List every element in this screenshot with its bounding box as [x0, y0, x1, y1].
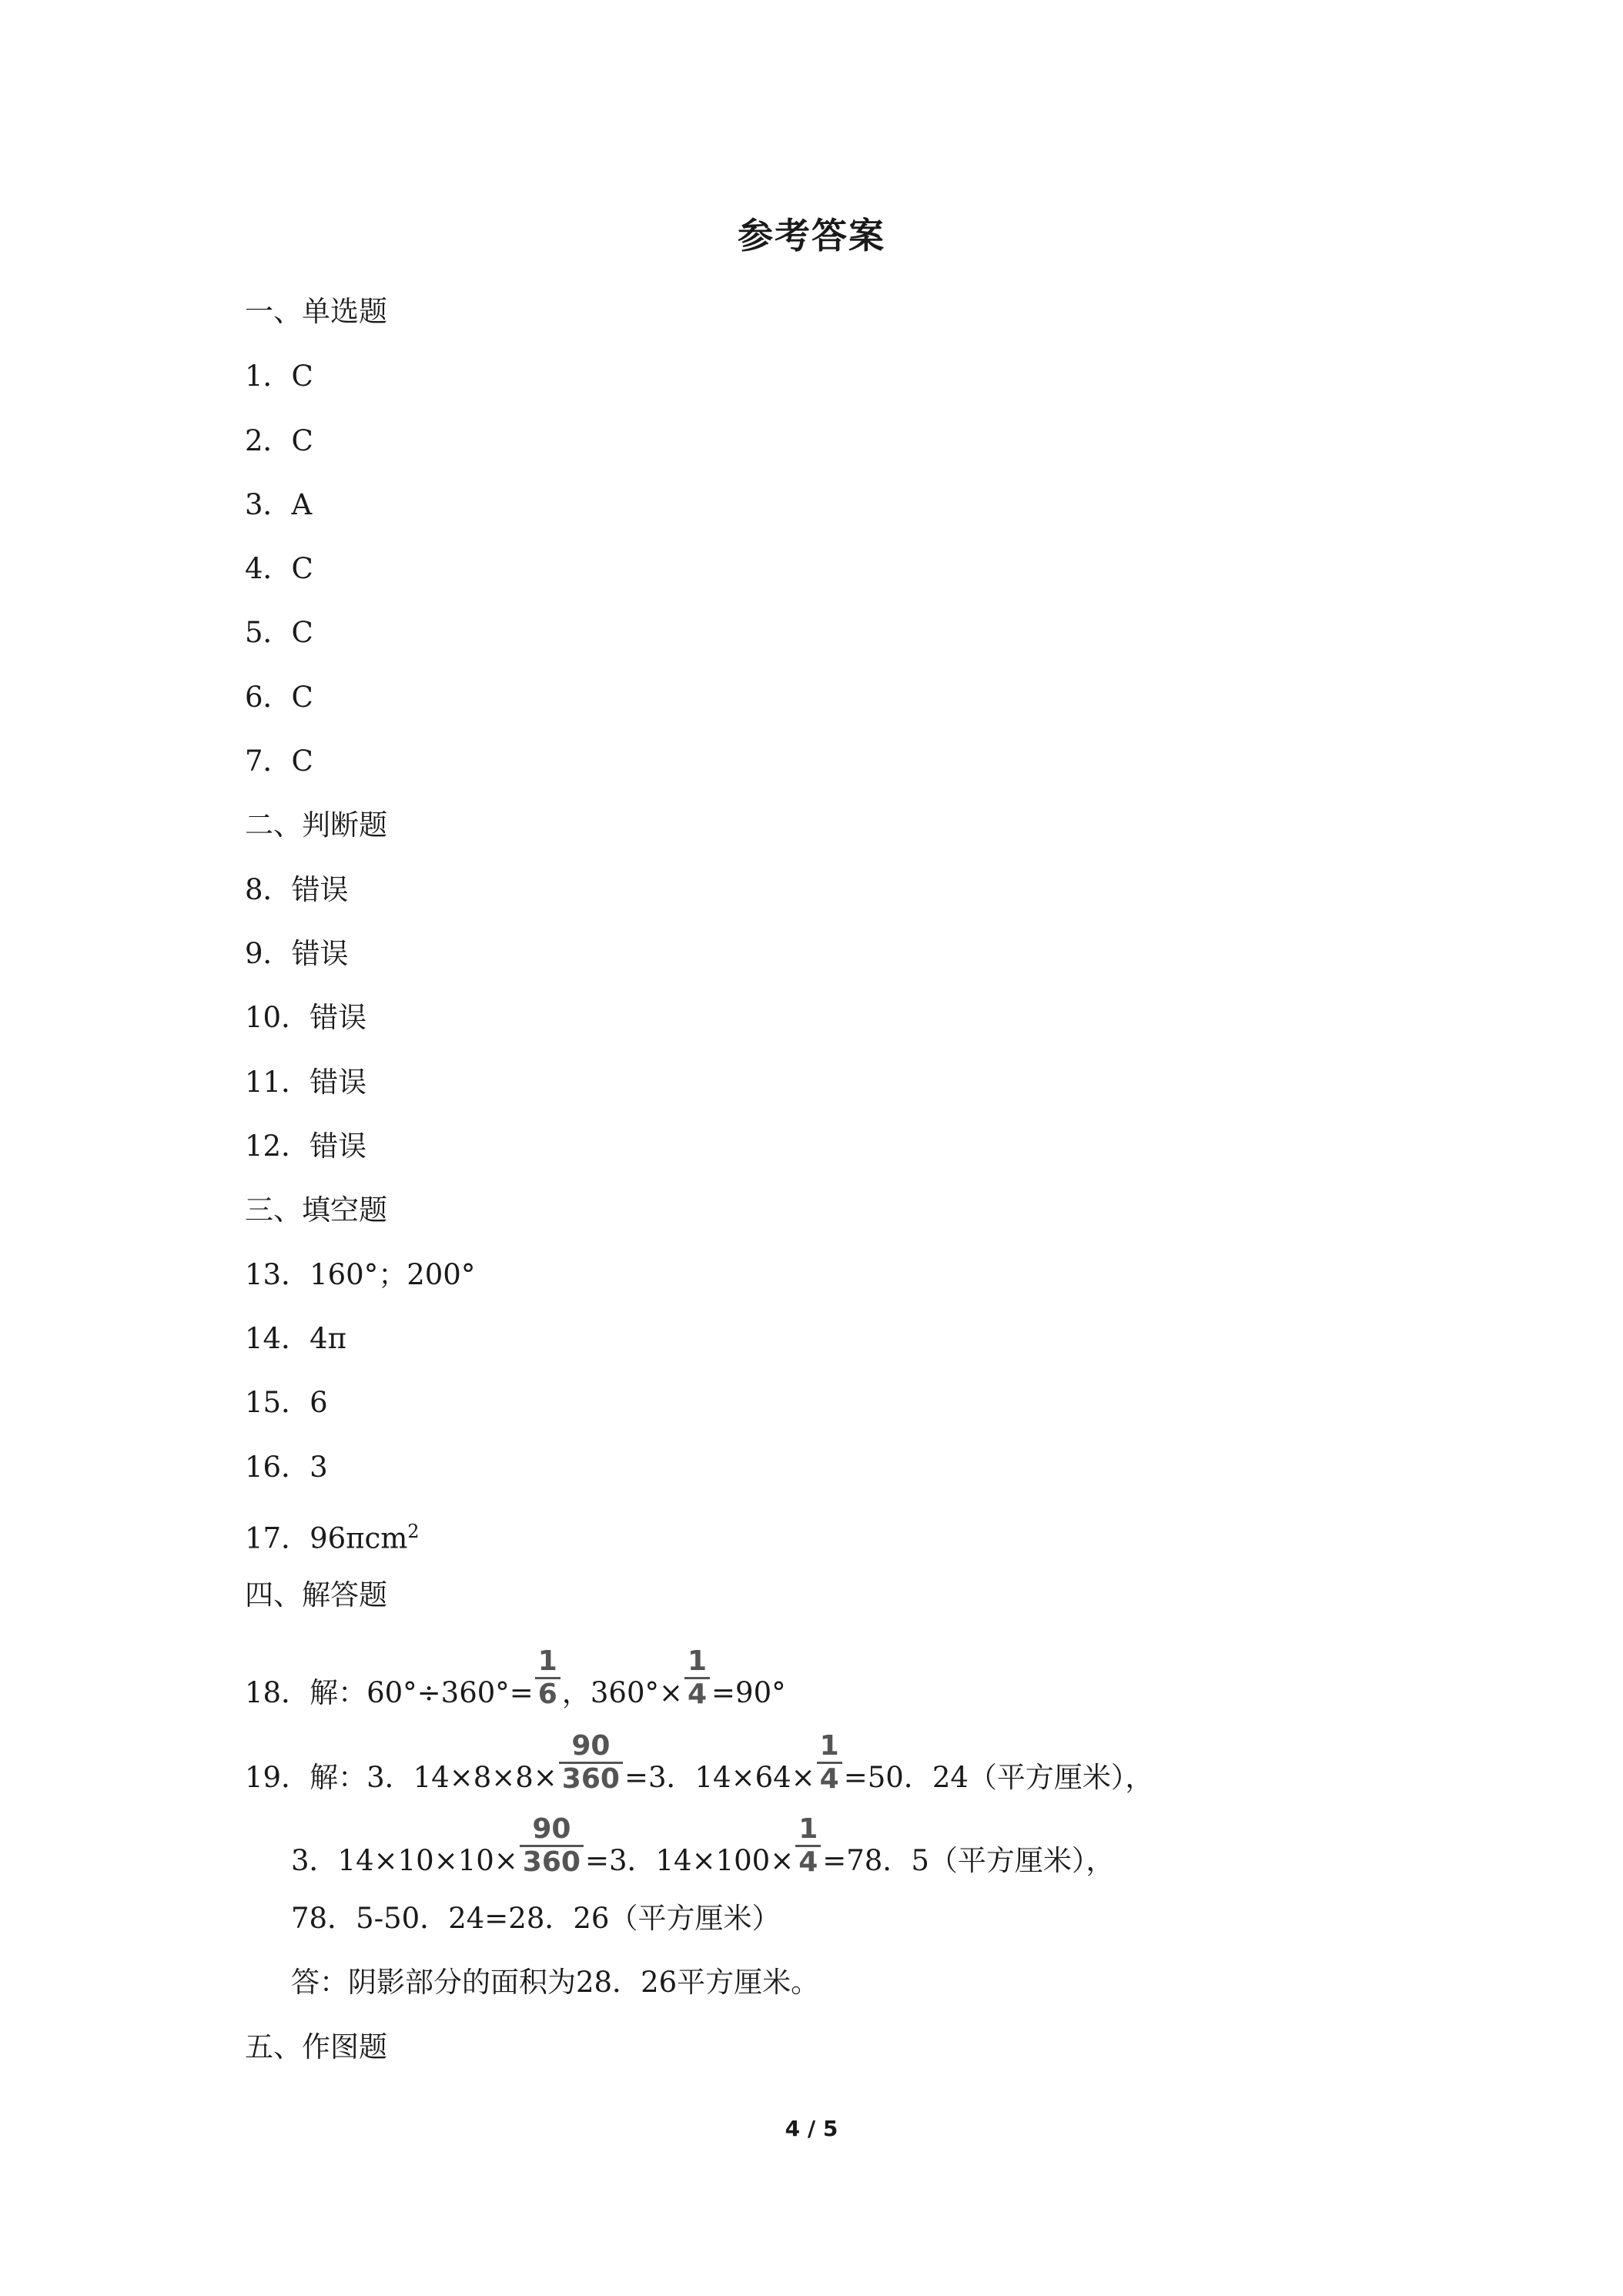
fraction-90-over-360 [520, 1814, 584, 1878]
answer-11: 11．错误 [245, 1066, 367, 1099]
answer-19-conclusion: 答：阴影部分的面积为28．26平方厘米。 [291, 1966, 820, 1999]
fraction-numerator: 1 [819, 1730, 839, 1762]
fraction-numerator: 1 [687, 1645, 708, 1677]
answer-19-line-3: 78．5-50．24=28．26（平方厘米） [291, 1902, 781, 1935]
answer-19-line-2-part-2: =3．14×100× [584, 1844, 795, 1877]
answer-18-part-3: =90° [711, 1676, 786, 1709]
fraction-denominator: 4 [684, 1677, 710, 1710]
fraction-one-quarter [817, 1731, 842, 1795]
answer-17-superscript: 2 [407, 1521, 420, 1542]
answer-19-part-3: =50．24（平方厘米）， [843, 1761, 1154, 1794]
answer-15: 15．6 [245, 1386, 328, 1419]
answer-19-line-2 [291, 1813, 1115, 1895]
answer-19-line-2-part-1: 3．14×10×10× [291, 1844, 518, 1877]
fraction-denominator: 360 [559, 1762, 623, 1795]
answer-19-part-1: 19．解：3．14×8×8× [245, 1761, 557, 1794]
fraction-denominator: 360 [520, 1845, 584, 1878]
answer-12: 12．错误 [245, 1130, 367, 1163]
answer-18-part-1: 18．解：60°÷360°= [245, 1676, 534, 1709]
fraction-numerator: 1 [537, 1645, 557, 1677]
answer-8: 8．错误 [245, 873, 349, 906]
answer-7: 7．C [245, 745, 313, 778]
section-heading-single-choice: 一、单选题 [245, 295, 387, 328]
answer-18-part-2: ，360°× [561, 1676, 683, 1709]
answer-4: 4．C [245, 552, 313, 585]
fraction-one-quarter [684, 1646, 710, 1710]
fraction-90-over-360 [559, 1731, 623, 1795]
answer-17-text: 17．96πcm [245, 1521, 408, 1555]
section-heading-solutions: 四、解答题 [245, 1578, 387, 1612]
answer-1: 1．C [245, 360, 313, 393]
answer-16: 16．3 [245, 1451, 328, 1484]
answer-10: 10．错误 [245, 1001, 367, 1034]
fraction-numerator: 90 [571, 1730, 611, 1762]
answer-14: 14．4π [245, 1322, 346, 1355]
answer-5: 5．C [245, 616, 313, 649]
section-heading-fill-blank: 三、填空题 [245, 1193, 387, 1227]
answer-13: 13．160°；200° [245, 1258, 476, 1291]
fraction-numerator: 1 [798, 1813, 818, 1845]
answer-9: 9．错误 [245, 937, 349, 970]
fraction-one-sixth [535, 1646, 561, 1710]
answer-19-line-1 [245, 1730, 1154, 1812]
fraction-denominator: 4 [795, 1845, 821, 1878]
fraction-one-quarter [795, 1814, 821, 1878]
answer-3: 3．A [245, 488, 313, 521]
answer-19-line-2-part-3: =78．5（平方厘米）， [822, 1844, 1115, 1877]
section-heading-drawing: 五、作图题 [245, 2030, 387, 2063]
answer-19-part-2: =3．14×64× [624, 1761, 815, 1794]
answer-18 [245, 1645, 786, 1727]
fraction-denominator: 6 [535, 1677, 561, 1710]
answer-6: 6．C [245, 681, 313, 714]
page-number: 4 / 5 [785, 2116, 838, 2141]
answer-17 [245, 1512, 420, 1558]
fraction-numerator: 90 [532, 1813, 571, 1845]
answer-2: 2．C [245, 424, 313, 457]
section-heading-true-false: 二、判断题 [245, 808, 387, 842]
fraction-denominator: 4 [817, 1762, 842, 1795]
page-title: 参考答案 [738, 215, 885, 256]
